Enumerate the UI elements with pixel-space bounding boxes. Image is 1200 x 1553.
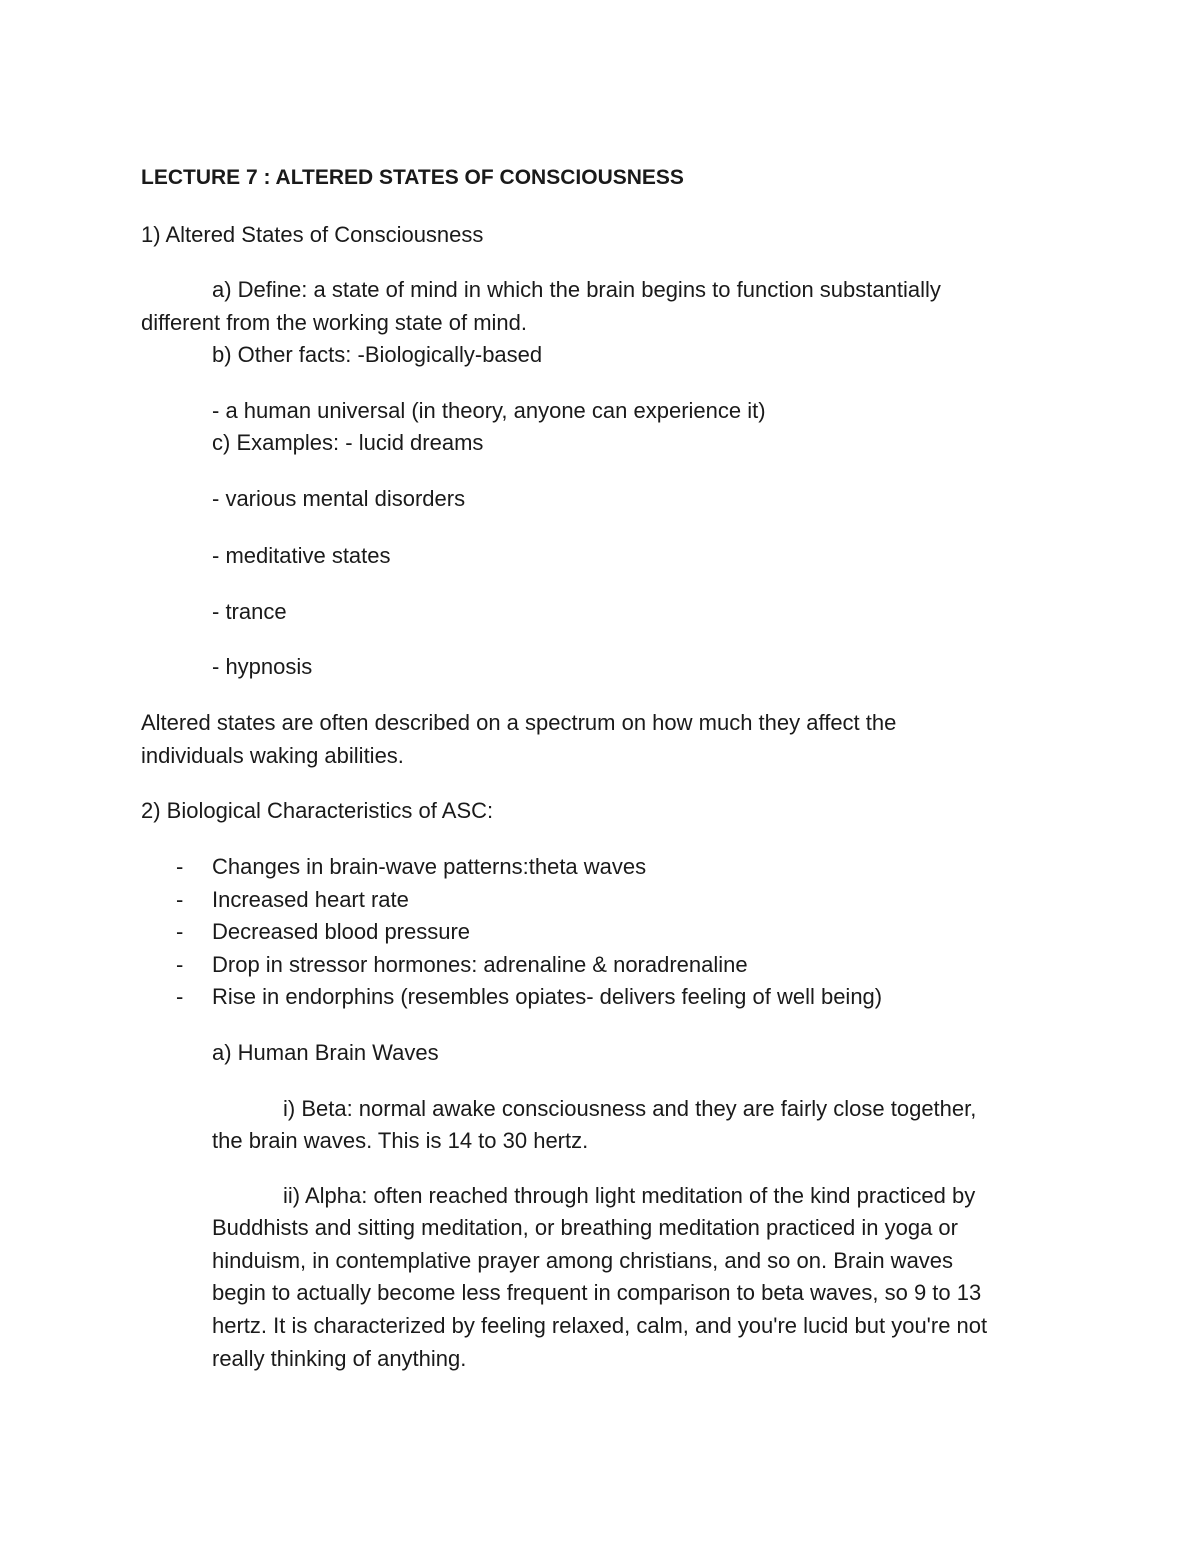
bullet-marker: - bbox=[176, 887, 184, 912]
human-universal-text: - a human universal (in theory, anyone can experience it) bbox=[212, 398, 766, 423]
example-item: - hypnosis bbox=[212, 654, 313, 679]
alpha-text-line: hertz. It is characterized by feeling relaxed, calm, and you're lucid but you're not bbox=[212, 1313, 988, 1338]
section-2-heading: 2) Biological Characteristics of ASC: bbox=[141, 798, 494, 823]
alpha-text-line: ii) Alpha: often reached through light meditation of the kind practiced by bbox=[283, 1183, 976, 1208]
alpha-text-line: really thinking of anything. bbox=[212, 1346, 467, 1371]
document-title: LECTURE 7 : ALTERED STATES OF CONSCIOUSNESS bbox=[141, 166, 684, 189]
example-item: - various mental disorders bbox=[212, 486, 466, 511]
bullet-item: Rise in endorphins (resembles opiates- delivers feeling of well being) bbox=[212, 984, 883, 1009]
bullet-marker: - bbox=[176, 919, 184, 944]
example-item: - trance bbox=[212, 599, 287, 624]
beta-text-line-2: the brain waves. This is 14 to 30 hertz. bbox=[212, 1128, 589, 1153]
beta-text-line-1: i) Beta: normal awake consciousness and they are fairly close together, bbox=[283, 1096, 977, 1121]
example-item: - meditative states bbox=[212, 543, 391, 568]
bullet-item: Increased heart rate bbox=[212, 887, 409, 912]
bullet-marker: - bbox=[176, 854, 184, 879]
define-text-line-1: a) Define: a state of mind in which the brain begins to function substantially bbox=[212, 277, 941, 302]
bullet-item: Decreased blood pressure bbox=[212, 919, 471, 944]
bullet-item: Changes in brain-wave patterns:theta waves bbox=[212, 854, 647, 879]
define-text-line-2: different from the working state of mind. bbox=[141, 310, 527, 335]
spectrum-text-line-1: Altered states are often described on a spectrum on how much they affect the bbox=[141, 710, 897, 735]
bullet-item: Drop in stressor hormones: adrenaline & noradrenaline bbox=[212, 952, 748, 977]
brain-waves-heading: a) Human Brain Waves bbox=[212, 1040, 439, 1065]
section-1-heading: 1) Altered States of Consciousness bbox=[141, 222, 484, 247]
alpha-text-line: Buddhists and sitting meditation, or breathing meditation practiced in yoga or bbox=[212, 1215, 958, 1240]
spectrum-text-line-2: individuals waking abilities. bbox=[141, 743, 404, 768]
alpha-text-line: begin to actually become less frequent in comparison to beta waves, so 9 to 13 bbox=[212, 1280, 982, 1305]
alpha-text-line: hinduism, in contemplative prayer among christians, and so on. Brain waves bbox=[212, 1248, 954, 1273]
other-facts-text: b) Other facts: -Biologically-based bbox=[212, 342, 543, 367]
bullet-marker: - bbox=[176, 984, 184, 1009]
examples-text: c) Examples: - lucid dreams bbox=[212, 430, 484, 455]
bullet-marker: - bbox=[176, 952, 184, 977]
